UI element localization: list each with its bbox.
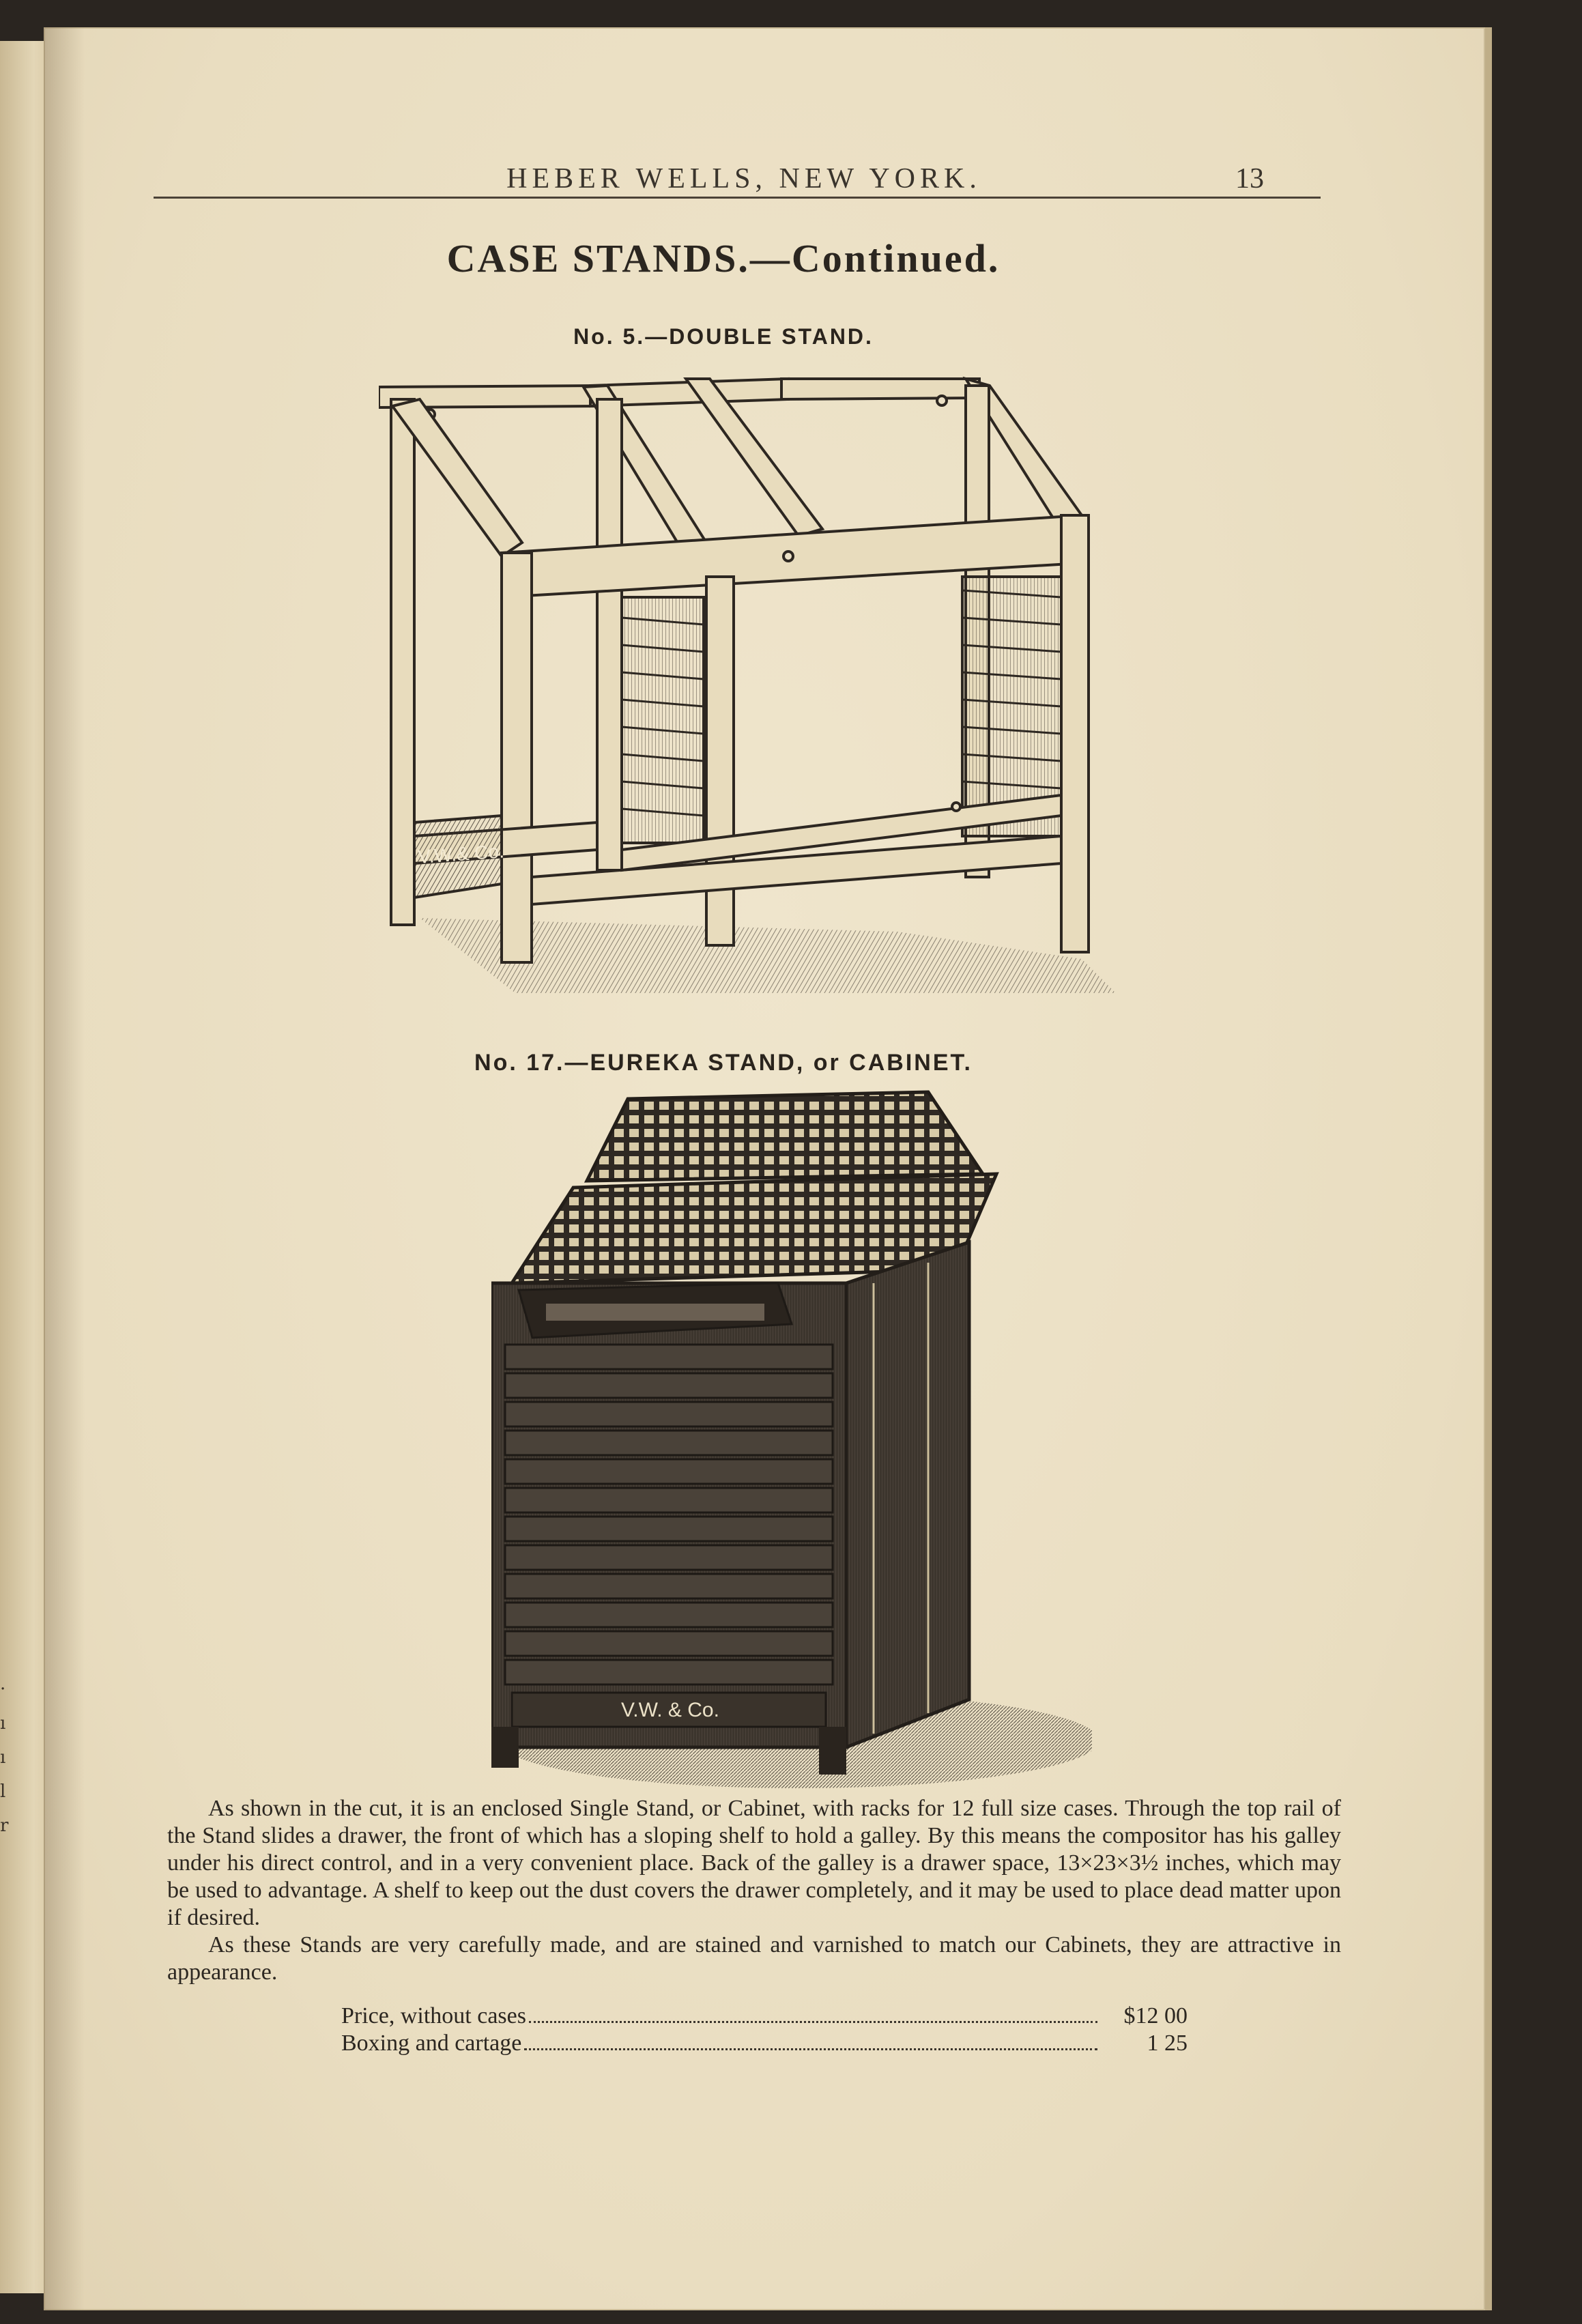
- description-text: [167, 1795, 1341, 1986]
- double-stand-caption: No. 5.—DOUBLE STAND.: [573, 324, 874, 349]
- price-list: [341, 2003, 1188, 2058]
- description-paragraph-2: As these Stands are very carefully made, and are stained and varnished to match our Cabinets, they are attractive in appearance.: [167, 1932, 1341, 1985]
- price-value: $12 00: [1123, 2003, 1188, 2028]
- running-header: HEBER WELLS, NEW YORK.: [506, 163, 981, 195]
- price-label: Price, without cases: [341, 2003, 526, 2028]
- page-number: 13: [1235, 163, 1264, 195]
- double-stand-illustration: [379, 372, 1136, 1000]
- leader-dots: [529, 2021, 1097, 2023]
- double-stand-maker-mark: V.W.& Co.: [417, 840, 505, 867]
- price-row: [341, 2003, 1188, 2031]
- left-page-text-fragments: · ı ı l r: [0, 1679, 9, 1836]
- description-paragraph-1: As shown in the cut, it is an enclosed Single Stand, or Cabinet, with racks for 12 full size cases. Through the top rail of the Stand slides a drawer, the front of which has a sloping shelf to hold a galley. By this means the compositor has his galley under his direct control, and in a very convenient place. Back of the galley is a drawer space, 13×23×3½ inches, which may be used to advantage. A shelf to keep out the dust covers the drawer completely, and it may be used to place dead matter upon if desired.: [167, 1796, 1341, 1930]
- header-rule: [154, 197, 1321, 199]
- eureka-cabinet-illustration: [491, 1085, 1092, 1795]
- page-right-edge: [1485, 27, 1492, 2310]
- eureka-maker-mark: V.W. & Co.: [621, 1699, 719, 1721]
- price-row: [341, 2031, 1188, 2058]
- price-label: Boxing and cartage: [341, 2031, 522, 2056]
- gutter-shadow: [44, 27, 85, 2310]
- eureka-stand-caption: No. 17.—EUREKA STAND, or CABINET.: [474, 1050, 973, 1076]
- price-value: 1 25: [1147, 2031, 1188, 2056]
- section-title: CASE STANDS.—Continued.: [446, 236, 1001, 281]
- leader-dots: [524, 2048, 1097, 2050]
